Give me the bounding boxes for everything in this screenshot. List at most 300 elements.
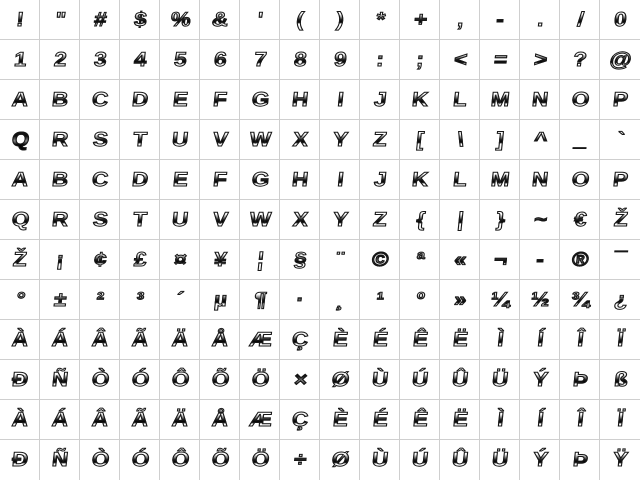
glyph: = — [492, 40, 509, 80]
glyph-cell[interactable] — [240, 240, 280, 280]
glyph: C — [90, 80, 110, 120]
glyph: B — [50, 160, 70, 200]
glyph-cell[interactable] — [400, 200, 440, 240]
glyph-cell[interactable] — [480, 240, 520, 280]
glyph-cell[interactable] — [320, 80, 360, 120]
glyph-cell[interactable] — [440, 120, 480, 160]
glyph-cell[interactable] — [240, 160, 280, 200]
glyph: 7 — [252, 40, 269, 80]
glyph: ¸ — [334, 280, 346, 320]
glyph-cell[interactable] — [480, 40, 520, 80]
glyph: K — [410, 80, 430, 120]
glyph-cell[interactable] — [600, 40, 640, 80]
glyph-cell[interactable] — [160, 400, 200, 440]
glyph-cell[interactable] — [520, 280, 560, 320]
glyph: Ï — [616, 400, 626, 440]
glyph: Ú — [410, 360, 430, 400]
glyph: Ÿ — [611, 440, 630, 480]
glyph: § — [292, 240, 309, 280]
glyph: X — [291, 120, 310, 160]
glyph-cell[interactable] — [40, 160, 80, 200]
glyph-cell[interactable] — [320, 360, 360, 400]
glyph: Z — [371, 200, 389, 240]
glyph-cell[interactable] — [40, 200, 80, 240]
glyph: ® — [570, 240, 591, 280]
glyph: / — [575, 0, 585, 40]
glyph-cell[interactable] — [280, 240, 320, 280]
glyph-cell[interactable] — [400, 40, 440, 80]
glyph: Ù — [370, 360, 390, 400]
glyph-cell[interactable] — [600, 160, 640, 200]
glyph-cell[interactable] — [520, 360, 560, 400]
glyph-cell[interactable] — [40, 360, 80, 400]
glyph-cell[interactable] — [240, 0, 280, 40]
glyph-cell[interactable] — [200, 80, 240, 120]
glyph-cell[interactable] — [440, 200, 480, 240]
glyph-cell[interactable] — [160, 80, 200, 120]
glyph-cell[interactable] — [560, 200, 600, 240]
glyph-cell[interactable] — [0, 80, 40, 120]
glyph-cell[interactable] — [0, 440, 40, 480]
glyph-cell[interactable] — [280, 0, 320, 40]
glyph-cell[interactable] — [160, 320, 200, 360]
glyph: P — [611, 160, 630, 200]
glyph-cell[interactable] — [120, 320, 160, 360]
glyph: ¥ — [212, 240, 229, 280]
glyph-cell[interactable] — [600, 120, 640, 160]
glyph-cell[interactable] — [360, 200, 400, 240]
glyph-cell[interactable] — [240, 320, 280, 360]
glyph-cell[interactable] — [400, 360, 440, 400]
glyph-cell[interactable] — [80, 40, 120, 80]
glyph-cell[interactable] — [320, 400, 360, 440]
glyph-cell[interactable] — [600, 400, 640, 440]
glyph-cell[interactable] — [560, 0, 600, 40]
glyph: ¢ — [92, 240, 109, 280]
glyph-cell[interactable] — [120, 200, 160, 240]
glyph-cell[interactable] — [200, 240, 240, 280]
glyph: * — [374, 0, 387, 40]
glyph-cell[interactable] — [480, 440, 520, 480]
glyph: Ü — [490, 360, 510, 400]
glyph: È — [331, 400, 350, 440]
glyph-cell[interactable] — [280, 320, 320, 360]
glyph: ' — [256, 0, 266, 40]
glyph-cell[interactable] — [560, 160, 600, 200]
glyph-cell[interactable] — [440, 240, 480, 280]
glyph: Q — [10, 120, 32, 160]
glyph-cell[interactable] — [560, 360, 600, 400]
glyph: Û — [450, 440, 470, 480]
glyph: º — [414, 280, 426, 320]
glyph-cell[interactable] — [440, 160, 480, 200]
glyph-cell[interactable] — [160, 0, 200, 40]
glyph-cell[interactable] — [320, 120, 360, 160]
glyph-cell[interactable] — [480, 0, 520, 40]
glyph-cell[interactable] — [40, 400, 80, 440]
glyph-cell[interactable] — [280, 160, 320, 200]
glyph: Æ — [247, 320, 274, 360]
glyph: Â — [90, 320, 110, 360]
glyph: # — [92, 0, 109, 40]
glyph-cell[interactable] — [200, 40, 240, 80]
glyph-cell[interactable] — [520, 320, 560, 360]
glyph-cell[interactable] — [120, 40, 160, 80]
glyph: H — [290, 160, 310, 200]
glyph-cell[interactable] — [120, 0, 160, 40]
glyph: ¡ — [54, 240, 66, 280]
glyph-cell[interactable] — [0, 120, 40, 160]
glyph-cell[interactable] — [360, 160, 400, 200]
glyph: ( — [294, 0, 306, 40]
glyph-cell[interactable] — [480, 200, 520, 240]
glyph: È — [331, 320, 350, 360]
glyph-cell[interactable] — [240, 280, 280, 320]
glyph-cell[interactable] — [0, 40, 40, 80]
glyph-cell[interactable] — [560, 120, 600, 160]
glyph-cell[interactable] — [280, 440, 320, 480]
glyph: + — [412, 0, 429, 40]
glyph-cell[interactable] — [200, 400, 240, 440]
glyph-cell[interactable] — [80, 320, 120, 360]
glyph-cell[interactable] — [520, 240, 560, 280]
glyph-cell[interactable] — [80, 240, 120, 280]
glyph-cell[interactable] — [480, 280, 520, 320]
glyph-cell[interactable] — [360, 440, 400, 480]
glyph: Ö — [250, 360, 272, 400]
glyph-cell[interactable] — [520, 160, 560, 200]
glyph-cell[interactable] — [320, 320, 360, 360]
glyph-cell[interactable] — [40, 80, 80, 120]
glyph-cell[interactable] — [0, 280, 40, 320]
glyph-cell[interactable] — [240, 440, 280, 480]
glyph-cell[interactable] — [520, 0, 560, 40]
glyph-cell[interactable] — [0, 0, 40, 40]
glyph: A — [10, 80, 30, 120]
glyph-cell[interactable] — [120, 400, 160, 440]
glyph-cell[interactable] — [600, 440, 640, 480]
glyph-cell[interactable] — [360, 280, 400, 320]
glyph-cell[interactable] — [280, 280, 320, 320]
glyph-cell[interactable] — [440, 360, 480, 400]
glyph-cell[interactable] — [560, 320, 600, 360]
glyph-cell[interactable] — [520, 400, 560, 440]
glyph-cell[interactable] — [160, 280, 200, 320]
glyph-cell[interactable] — [240, 200, 280, 240]
glyph: ¯ — [613, 240, 630, 280]
glyph: V — [211, 200, 230, 240]
glyph: | — [455, 200, 465, 240]
glyph: < — [452, 40, 469, 80]
glyph: Ç — [290, 400, 310, 440]
glyph: 5 — [172, 40, 189, 80]
glyph: Ñ — [50, 440, 70, 480]
glyph: Û — [450, 360, 470, 400]
glyph-cell[interactable] — [480, 80, 520, 120]
glyph: Á — [50, 400, 70, 440]
glyph-cell[interactable] — [360, 400, 400, 440]
glyph: 6 — [212, 40, 229, 80]
glyph-cell[interactable] — [40, 280, 80, 320]
glyph-cell[interactable] — [400, 160, 440, 200]
glyph-cell[interactable] — [400, 280, 440, 320]
glyph: Ý — [531, 360, 550, 400]
glyph-cell[interactable] — [320, 40, 360, 80]
glyph: Å — [210, 320, 230, 360]
glyph: S — [91, 200, 110, 240]
glyph-cell[interactable] — [480, 120, 520, 160]
glyph: ´ — [174, 280, 186, 320]
glyph: 9 — [332, 40, 349, 80]
glyph-cell[interactable] — [200, 280, 240, 320]
glyph-cell[interactable] — [160, 440, 200, 480]
glyph-cell[interactable] — [280, 80, 320, 120]
glyph-cell[interactable] — [200, 160, 240, 200]
glyph: ª — [414, 240, 426, 280]
glyph: E — [171, 160, 190, 200]
glyph-cell[interactable] — [120, 160, 160, 200]
glyph: Æ — [247, 400, 274, 440]
glyph-cell[interactable] — [480, 320, 520, 360]
glyph: A — [10, 160, 30, 200]
glyph: I — [335, 80, 345, 120]
glyph-cell[interactable] — [280, 400, 320, 440]
glyph-cell[interactable] — [80, 200, 120, 240]
glyph-cell[interactable] — [520, 40, 560, 80]
glyph: R — [50, 120, 70, 160]
glyph-cell[interactable] — [80, 440, 120, 480]
glyph-cell[interactable] — [600, 360, 640, 400]
glyph-cell[interactable] — [200, 320, 240, 360]
glyph-cell[interactable] — [320, 240, 360, 280]
glyph-cell[interactable] — [80, 0, 120, 40]
glyph-cell[interactable] — [160, 240, 200, 280]
glyph: J — [372, 80, 389, 120]
glyph: ¦ — [255, 240, 265, 280]
glyph-cell[interactable] — [40, 40, 80, 80]
glyph: $ — [132, 0, 149, 40]
glyph-cell[interactable] — [40, 440, 80, 480]
glyph: Å — [210, 400, 230, 440]
glyph: € — [572, 200, 589, 240]
glyph: Z — [371, 120, 389, 160]
glyph: Ã — [130, 400, 150, 440]
glyph: À — [10, 400, 30, 440]
glyph-cell[interactable] — [80, 400, 120, 440]
glyph: P — [611, 80, 630, 120]
glyph-cell[interactable] — [600, 0, 640, 40]
glyph-cell[interactable] — [240, 400, 280, 440]
glyph: [ — [414, 120, 426, 160]
glyph-cell[interactable] — [600, 240, 640, 280]
glyph-cell[interactable] — [160, 40, 200, 80]
glyph-cell[interactable] — [200, 360, 240, 400]
glyph-cell[interactable] — [360, 240, 400, 280]
glyph: £ — [132, 240, 149, 280]
glyph: ¾ — [569, 280, 592, 320]
glyph-cell[interactable] — [120, 280, 160, 320]
glyph-cell[interactable] — [560, 400, 600, 440]
glyph: L — [451, 80, 469, 120]
glyph-cell[interactable] — [360, 320, 400, 360]
glyph-cell[interactable] — [480, 360, 520, 400]
glyph: B — [50, 80, 70, 120]
glyph-cell[interactable] — [600, 320, 640, 360]
glyph: Ü — [490, 440, 510, 480]
glyph-cell[interactable] — [200, 0, 240, 40]
glyph: G — [250, 160, 272, 200]
glyph-cell[interactable] — [320, 160, 360, 200]
glyph-cell[interactable] — [160, 160, 200, 200]
glyph-cell[interactable] — [160, 120, 200, 160]
glyph: ¿ — [612, 280, 630, 320]
glyph-cell[interactable] — [280, 360, 320, 400]
glyph-cell[interactable] — [40, 240, 80, 280]
glyph: 0 — [613, 0, 630, 40]
glyph: N — [530, 80, 550, 120]
glyph-cell[interactable] — [320, 440, 360, 480]
glyph-cell[interactable] — [240, 40, 280, 80]
glyph-cell[interactable] — [280, 40, 320, 80]
glyph-cell[interactable] — [40, 0, 80, 40]
glyph-cell[interactable] — [240, 360, 280, 400]
glyph-cell[interactable] — [0, 200, 40, 240]
glyph-cell[interactable] — [240, 120, 280, 160]
glyph-cell[interactable] — [320, 280, 360, 320]
glyph: · — [294, 280, 306, 320]
glyph: _ — [572, 120, 589, 160]
glyph-cell[interactable] — [80, 80, 120, 120]
glyph-cell[interactable] — [0, 320, 40, 360]
glyph-cell[interactable] — [120, 440, 160, 480]
glyph: Ý — [531, 440, 550, 480]
glyph: Ñ — [50, 360, 70, 400]
glyph-cell[interactable] — [0, 400, 40, 440]
glyph: K — [410, 160, 430, 200]
glyph-cell[interactable] — [600, 80, 640, 120]
glyph-cell[interactable] — [360, 80, 400, 120]
glyph: ) — [334, 0, 346, 40]
glyph-cell[interactable] — [360, 40, 400, 80]
glyph-cell[interactable] — [0, 360, 40, 400]
glyph: U — [170, 120, 190, 160]
glyph-cell[interactable] — [560, 440, 600, 480]
glyph-cell[interactable] — [400, 440, 440, 480]
glyph-cell[interactable] — [200, 440, 240, 480]
glyph-cell[interactable] — [0, 240, 40, 280]
glyph-cell[interactable] — [520, 200, 560, 240]
glyph-cell[interactable] — [320, 200, 360, 240]
glyph: ? — [571, 40, 589, 80]
glyph-cell[interactable] — [360, 0, 400, 40]
glyph-cell[interactable] — [200, 120, 240, 160]
glyph: U — [170, 200, 190, 240]
glyph-cell[interactable] — [280, 200, 320, 240]
glyph-cell[interactable] — [240, 80, 280, 120]
glyph: Î — [575, 320, 585, 360]
glyph-cell[interactable] — [120, 120, 160, 160]
glyph: { — [414, 200, 427, 240]
glyph: Q — [10, 200, 32, 240]
glyph: © — [370, 240, 391, 280]
glyph-cell[interactable] — [400, 80, 440, 120]
glyph-cell[interactable] — [440, 280, 480, 320]
glyph-cell[interactable] — [360, 120, 400, 160]
glyph-cell[interactable] — [120, 240, 160, 280]
glyph-cell[interactable] — [360, 360, 400, 400]
glyph-cell[interactable] — [120, 80, 160, 120]
glyph-cell[interactable] — [560, 40, 600, 80]
glyph-cell[interactable] — [480, 400, 520, 440]
glyph: D — [130, 80, 150, 120]
glyph: Y — [331, 120, 350, 160]
glyph: F — [211, 80, 229, 120]
glyph-cell[interactable] — [400, 240, 440, 280]
glyph-cell[interactable] — [440, 320, 480, 360]
glyph: - — [534, 240, 546, 280]
glyph: C — [90, 160, 110, 200]
glyph: Ä — [170, 400, 190, 440]
glyph-cell[interactable] — [520, 120, 560, 160]
glyph-cell[interactable] — [0, 160, 40, 200]
glyph-cell[interactable] — [560, 80, 600, 120]
glyph-cell[interactable] — [520, 80, 560, 120]
glyph: } — [494, 200, 507, 240]
glyph-cell[interactable] — [160, 200, 200, 240]
glyph-cell[interactable] — [560, 240, 600, 280]
glyph-cell[interactable] — [40, 120, 80, 160]
glyph-cell[interactable] — [280, 120, 320, 160]
glyph: Ë — [451, 320, 470, 360]
glyph-cell[interactable] — [440, 40, 480, 80]
glyph-cell[interactable] — [400, 400, 440, 440]
glyph: Õ — [210, 360, 232, 400]
glyph-cell[interactable] — [400, 120, 440, 160]
glyph: Ë — [451, 400, 470, 440]
glyph-cell[interactable] — [560, 280, 600, 320]
glyph-cell[interactable] — [80, 360, 120, 400]
glyph: @ — [608, 40, 634, 80]
glyph-cell[interactable] — [520, 440, 560, 480]
glyph-cell[interactable] — [80, 280, 120, 320]
glyph: Ó — [130, 440, 152, 480]
glyph-cell[interactable] — [160, 360, 200, 400]
glyph-cell[interactable] — [80, 120, 120, 160]
glyph-cell[interactable] — [480, 160, 520, 200]
glyph: E — [171, 80, 190, 120]
glyph-cell[interactable] — [440, 80, 480, 120]
glyph-cell[interactable] — [400, 0, 440, 40]
glyph: Ž — [612, 200, 630, 240]
glyph: ° — [14, 280, 27, 320]
glyph-cell[interactable] — [600, 280, 640, 320]
glyph: , — [455, 0, 465, 40]
glyph-cell[interactable] — [440, 440, 480, 480]
glyph-cell[interactable] — [320, 0, 360, 40]
glyph-cell[interactable] — [120, 360, 160, 400]
glyph-cell[interactable] — [40, 320, 80, 360]
glyph-cell[interactable] — [400, 320, 440, 360]
glyph-cell[interactable] — [200, 200, 240, 240]
glyph: « — [452, 240, 469, 280]
glyph-cell[interactable] — [80, 160, 120, 200]
glyph-cell[interactable] — [440, 400, 480, 440]
glyph-cell[interactable] — [440, 0, 480, 40]
glyph: ¨ — [334, 240, 346, 280]
glyph: Ô — [170, 360, 192, 400]
glyph-cell[interactable] — [600, 200, 640, 240]
glyph: Ú — [410, 440, 430, 480]
